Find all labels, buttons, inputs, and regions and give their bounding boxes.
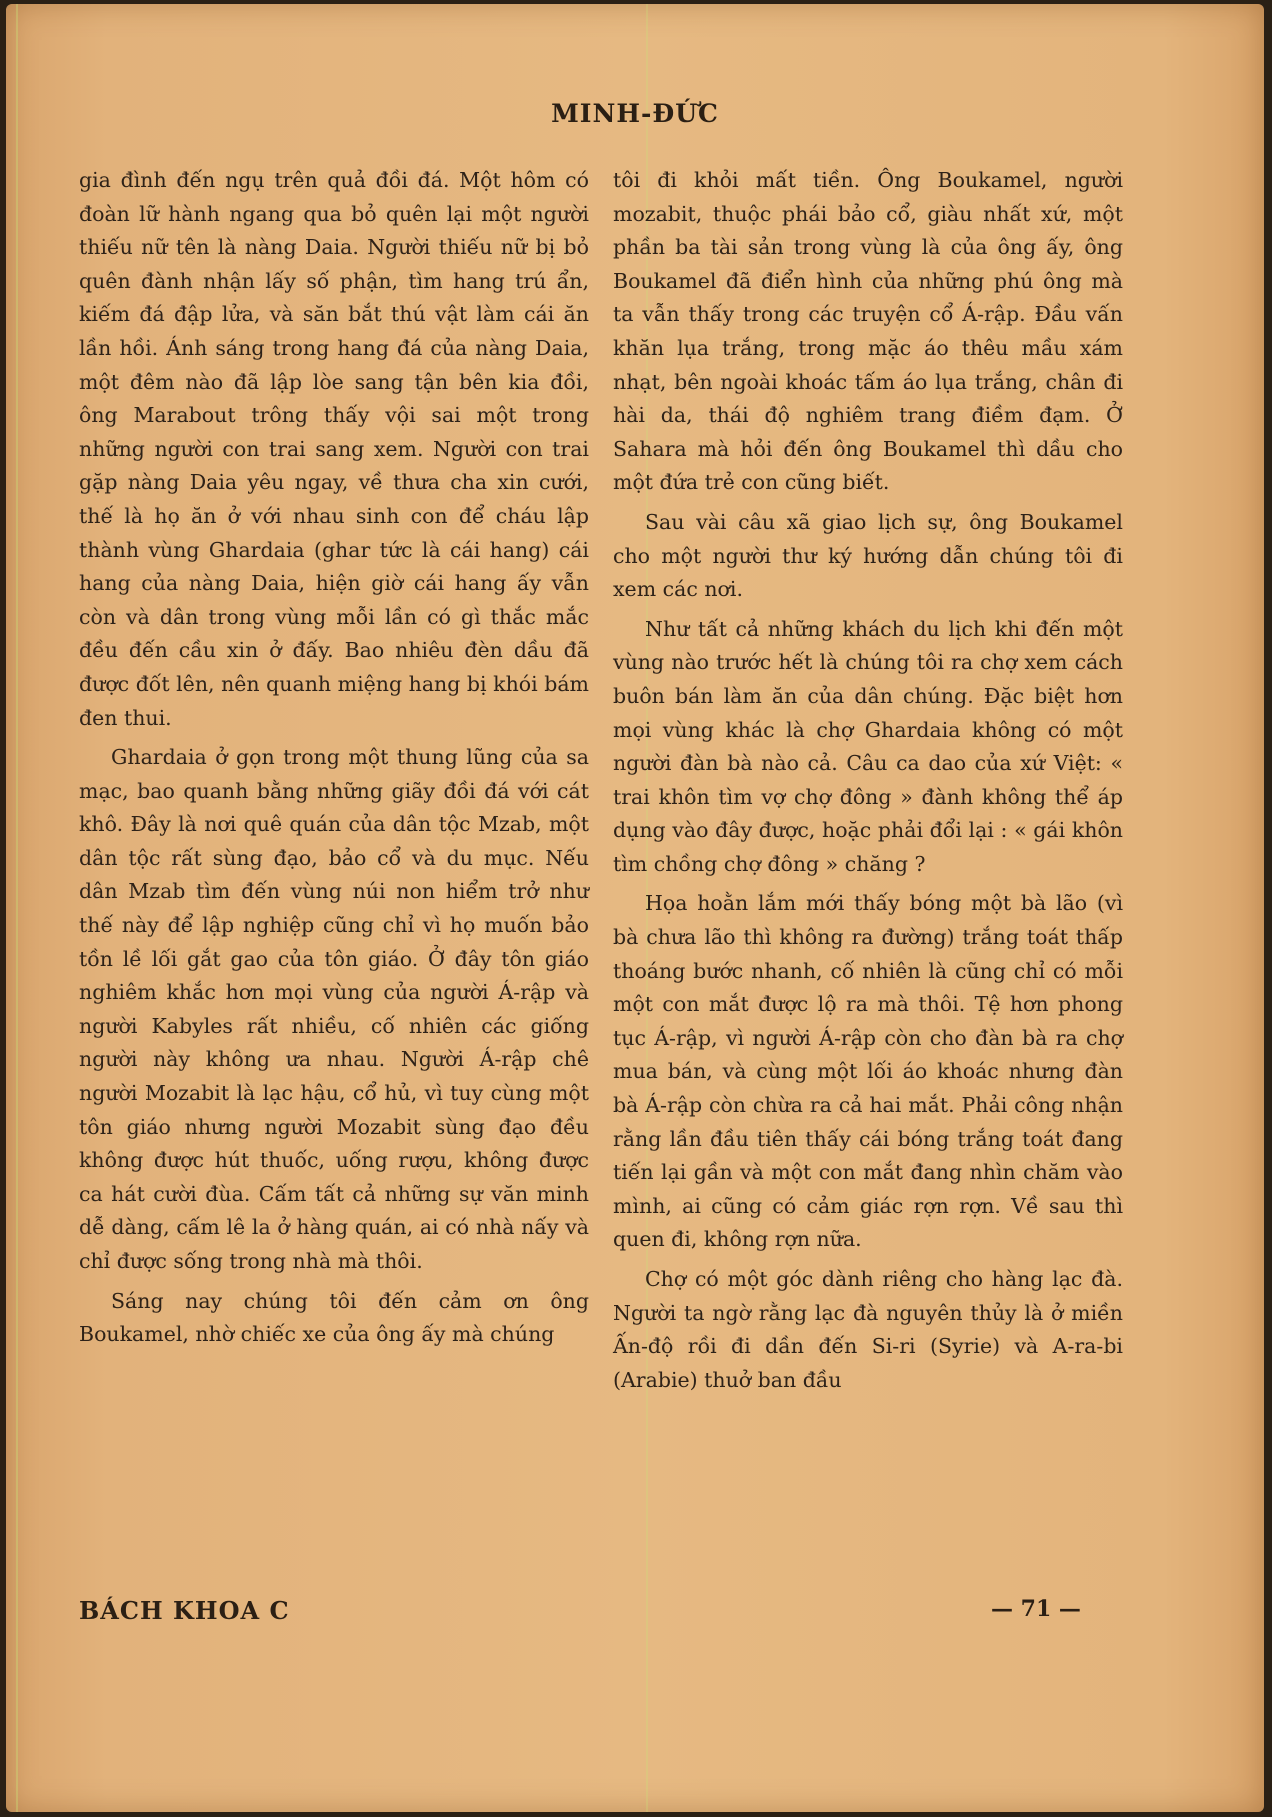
running-title: MINH-ĐỨC <box>551 99 719 128</box>
right-paragraph-3: Như tất cả những khách du lịch khi đến một vùng nào trước hết là chúng tôi ra chợ xem cách buôn bán làm ăn của dân chúng. Đặc biệt hơn mọi vùng khác là chợ Ghardaia không có một người đàn bà nào cả. Câu ca dao của xứ Việt: « trai khôn tìm vợ chợ đông » đành không thể áp dụng vào đây được, hoặc phải đổi lại : « gái khôn tìm chồng chợ đông » chăng ? <box>613 616 1123 876</box>
right-paragraph-4: Họa hoằn lắm mới thấy bóng một bà lão (vì bà chưa lão thì không ra đường) trắng toát thấp thoáng bước nhanh, cố nhiên là cũng chỉ có mỗi một con mắt được lộ ra mà thôi. Tệ hơn phong tục Á-rập, vì người Á-rập còn cho đàn bà ra chợ mua bán, và cùng một lối áo khoác nhưng đàn bà Á-rập còn chừa ra cả hai mắt. Phải công nhận rằng lần đầu tiên thấy cái bóng trắng toát đang tiến lại gần và một con mắt đang nhìn chăm vào mình, ai cũng có cảm giác rợn rợn. Về sau thì quen đi, không rợn nữa. <box>613 891 1123 1252</box>
right-paragraph-5: Chợ có một góc dành riêng cho hàng lạc đà. Người ta ngờ rằng lạc đà nguyên thủy là ở miền Ấn-độ rồi đi dần đến Si-ri (Syrie) và A-ra-bi (Arabie) thuở ban đầu <box>613 1267 1123 1392</box>
right-paragraph-2: Sau vài câu xã giao lịch sự, ông Boukamel cho một người thư ký hướng dẫn chúng tôi đi xem các nơi. <box>613 509 1123 602</box>
left-paragraph-1: gia đình đến ngụ trên quả đồi đá. Một hôm có đoàn lữ hành ngang qua bỏ quên lại một người thiếu nữ tên là nàng Daia. Người thiếu nữ bị bỏ quên đành nhận lấy số phận, tìm hang trú ẩn, kiếm đá đập lửa, và săn bắt thú vật làm cái ăn lần hồi. Ánh sáng trong hang đá của nàng Daia, một đêm nào đã lập lòe sang tận bên kia đồi, ông Marabout trông thấy vội sai một trong những người con trai sang xem. Người con trai gặp nàng Daia yêu ngay, về thưa cha xin cưới, thế là họ ăn ở với nhau sinh con để cháu lập thành vùng Ghardaia (ghar tức là cái hang) cái hang của nàng Daia, hiện giờ cái hang ấy vẫn còn và dân trong vùng mỗi lần có gì thắc mắc đều đến cầu xin ở đấy. Bao nhiêu đèn dầu đã được đốt lên, nên quanh miệng hang bị khói bám đen thui. <box>79 168 589 730</box>
left-paragraph-2: Ghardaia ở gọn trong một thung lũng của sa mạc, bao quanh bằng những giãy đồi đá với cát khô. Đây là nơi quê quán của dân tộc Mzab, một dân tộc rất sùng đạo, bảo cổ và du mục. Nếu dân Mzab tìm đến vùng núi non hiểm trở như thế này để lập nghiệp cũng chỉ vì họ muốn bảo tồn lề lối gắt gao của tôn giáo. Ở đây tôn giáo nghiêm khắc hơn mọi vùng của người Á-rập và người Kabyles rất nhiều, cố nhiên các giống người này không ưa nhau. Người Á-rập chê người Mozabit là lạc hậu, cổ hủ, vì tuy cùng một tôn giáo nhưng người Mozabit sùng đạo đều không được hút thuốc, uống rượu, không được ca hát cười đùa. Cấm tất cả những sự văn minh dễ dàng, cấm lê la ở hàng quán, ai có nhà nấy và chỉ được sống trong nhà mà thôi. <box>79 745 589 1273</box>
left-fold-line <box>16 4 18 1812</box>
page-number: — 71 — <box>991 1596 1081 1622</box>
magazine-page <box>6 4 1264 1812</box>
left-column <box>79 164 589 1352</box>
right-paragraph-1: tôi đi khỏi mất tiền. Ông Boukamel, người mozabit, thuộc phái bảo cổ, giàu nhất xứ, một phần ba tài sản trong vùng là của ông ấy, ông Boukamel đã điển hình của những phú ông mà ta vẫn thấy trong các truyện cổ Á-rập. Đầu vấn khăn lụa trắng, trong mặc áo thêu mầu xám nhạt, bên ngoài khoác tấm áo lụa trắng, chân đi hài da, thái độ nghiêm trang điềm đạm. Ở Sahara mà hỏi đến ông Boukamel thì dầu cho một đứa trẻ con cũng biết. <box>613 168 1123 495</box>
right-column <box>613 164 1123 1397</box>
publication-name: BÁCH KHOA C <box>79 1596 290 1625</box>
left-paragraph-3: Sáng nay chúng tôi đến cảm ơn ông Boukamel, nhờ chiếc xe của ông ấy mà chúng <box>79 1288 589 1347</box>
